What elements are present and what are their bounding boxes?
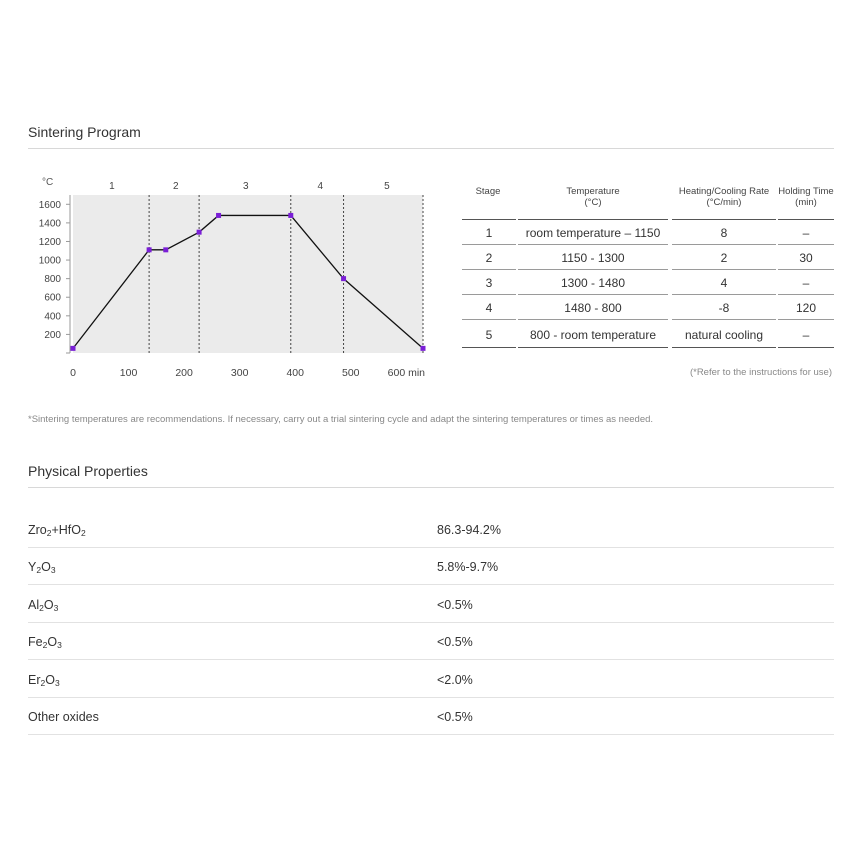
stage-cell-holding: – (802, 226, 810, 240)
y-tick-label: 800 (44, 274, 61, 286)
y-tick-label: 1200 (38, 236, 61, 248)
table-header-line (778, 219, 834, 220)
data-point (147, 247, 152, 252)
stage-label: 1 (109, 181, 115, 192)
physical-title: Physical Properties (28, 463, 148, 479)
stage-cell-holding: – (802, 328, 810, 342)
table-header-line (672, 219, 776, 220)
x-tick-label: 200 (175, 367, 193, 379)
table-row-line (778, 244, 834, 245)
stage-cell-stage: 2 (485, 251, 493, 265)
header-stage: Stage (475, 186, 501, 197)
x-tick-label: 100 (119, 367, 138, 379)
property-name: Other oxides (28, 710, 99, 724)
property-value: <2.0% (437, 672, 473, 687)
property-divider (28, 547, 834, 548)
property-name: $Y_2O_3$ (28, 560, 56, 576)
table-row-line (778, 294, 834, 295)
data-point (341, 276, 346, 281)
property-row (28, 523, 834, 560)
stage-cell-holding: – (802, 276, 810, 290)
stage-cell-rate: 8 (720, 226, 728, 240)
data-point (163, 247, 168, 252)
stage-cell-temperature: 1480 - 800 (564, 301, 622, 315)
y-tick-label: 600 (44, 292, 61, 304)
stage-cell-stage: 4 (485, 301, 493, 315)
property-name: $Al_2O_3$ (28, 597, 59, 613)
stage-label: 4 (317, 181, 324, 192)
stage-label: 2 (172, 181, 179, 192)
table-row-line (778, 347, 834, 348)
x-tick-label: 400 (286, 367, 304, 379)
stage-label: 3 (242, 181, 249, 192)
header-temperature-label: Temperature (566, 186, 620, 197)
x-tick-label: 300 (230, 367, 249, 379)
property-row (28, 710, 834, 747)
header-rate-unit: (°C/min) (706, 197, 742, 208)
stage-label: 5 (384, 181, 390, 192)
property-row (28, 673, 834, 710)
table-row-line (518, 347, 668, 348)
property-value: <0.5% (437, 710, 473, 724)
plot-background (73, 195, 423, 353)
table-header-line (462, 219, 516, 220)
sintering-chart (28, 170, 428, 385)
sintering-title: Sintering Program (28, 124, 141, 140)
y-tick-label: 1400 (38, 218, 61, 230)
property-divider (28, 734, 834, 735)
property-value: 5.8%-9.7% (437, 560, 499, 575)
header-holding (776, 186, 836, 208)
table-row-line (518, 319, 668, 320)
data-point (288, 213, 293, 218)
table-row-line (462, 244, 516, 245)
x-tick-label: 600 min (387, 367, 426, 379)
stage-cell-holding: 120 (795, 301, 817, 315)
y-tick-label: 200 (44, 329, 61, 341)
table-row-line (672, 319, 776, 320)
stage-cell-temperature: 1150 - 1300 (561, 251, 625, 265)
property-value: 86.3-94.2% (437, 523, 501, 537)
stage-cell-rate: -8 (718, 301, 730, 315)
stage-cell-temperature: 1300 - 1480 (560, 276, 626, 290)
table-header-line (518, 219, 668, 220)
header-rate-label: Heating/Cooling Rate (678, 186, 770, 197)
physical-divider (28, 487, 834, 488)
table-row-line (778, 319, 834, 320)
table-row-line (778, 269, 834, 270)
y-tick-label: 1000 (38, 255, 61, 267)
property-value: <0.5% (437, 597, 473, 612)
y-unit-label: °C (42, 177, 54, 188)
property-value: <0.5% (437, 635, 473, 650)
table-row-line (518, 244, 668, 245)
data-point (71, 346, 76, 351)
stage-cell-holding: 30 (799, 251, 813, 265)
property-row (28, 635, 834, 672)
table-row-line (518, 294, 668, 295)
stage-cell-rate: 4 (720, 276, 728, 290)
property-divider (28, 584, 834, 585)
data-point (197, 230, 202, 235)
table-row-line (672, 347, 776, 348)
table-row-line (462, 294, 516, 295)
table-row-line (518, 269, 668, 270)
table-row-line (462, 269, 516, 270)
table-row-line (672, 269, 776, 270)
header-temperature (518, 186, 668, 208)
property-name: $Er_2O_3$ (28, 672, 60, 688)
y-tick-label: 400 (44, 311, 61, 323)
table-row-line (462, 319, 516, 320)
stage-cell-temperature: room temperature – 1150 (525, 226, 661, 240)
sintering-divider (28, 148, 834, 149)
table-row-line (462, 347, 516, 348)
stage-cell-stage: 3 (485, 276, 493, 290)
property-divider (28, 622, 834, 623)
property-divider (28, 659, 834, 660)
stage-cell-stage: 1 (485, 226, 493, 240)
header-rate (672, 186, 776, 208)
sintering-footnote: *Sintering temperatures are recommendations. If necessary, carry out a trial sintering cycle and adapt the sintering temperatures or times as needed. (28, 414, 654, 425)
header-holding-unit: (min) (795, 197, 817, 208)
data-point (421, 346, 426, 351)
data-point (216, 213, 221, 218)
header-temperature-unit: (°C) (584, 197, 602, 208)
y-tick-label: 1600 (38, 199, 61, 211)
stage-cell-temperature: 800 - room temperature (529, 328, 657, 342)
stage-cell-rate: natural cooling (684, 328, 764, 342)
x-tick-label: 500 (342, 367, 360, 379)
property-row (28, 598, 834, 635)
refer-note: (*Refer to the instructions for use) (689, 367, 832, 378)
x-tick-label: 0 (70, 367, 76, 379)
property-name: Zro$_2$+HfO$_2$ (28, 523, 86, 538)
stage-cell-stage: 5 (485, 328, 493, 342)
table-row-line (672, 294, 776, 295)
property-row (28, 560, 834, 597)
table-row-line (672, 244, 776, 245)
header-holding-label: Holding Time (778, 186, 834, 197)
property-name: $Fe_2O_3$ (28, 635, 62, 651)
property-divider (28, 697, 834, 698)
stage-cell-rate: 2 (720, 251, 728, 265)
